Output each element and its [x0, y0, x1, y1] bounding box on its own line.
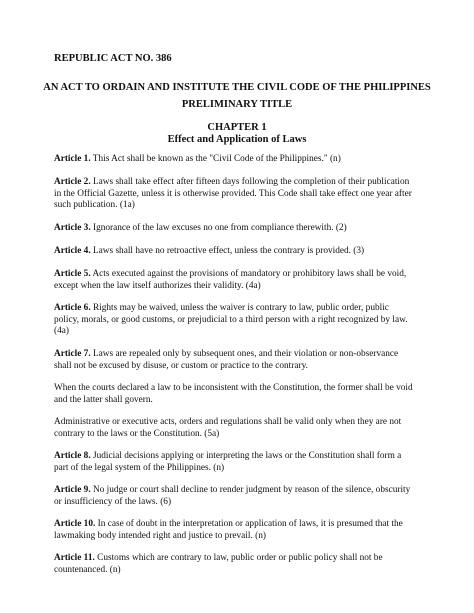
article-5: [54, 269, 426, 292]
article-text: Ignorance of the law excuses no one from compliance therewith. (2): [90, 223, 347, 233]
article-line: [54, 485, 426, 497]
article-label: Article 7.: [54, 349, 91, 359]
chapter-heading: CHAPTER 1: [207, 122, 267, 133]
article-4: [54, 246, 426, 258]
article-text: This Act shall be known as the "Civil Code of the Philippines." (n): [90, 154, 341, 164]
article-text: such publication. (1a): [54, 200, 135, 211]
act-title: AN ACT TO ORDAIN AND INSTITUTE THE CIVIL CODE OF THE PHILIPPINES: [43, 82, 431, 93]
article-line: [54, 246, 426, 258]
article-10: [54, 519, 426, 542]
article-2: [54, 177, 426, 212]
article-line: [54, 223, 426, 235]
article-label: Article 5.: [54, 269, 91, 279]
preliminary-title: PRELIMINARY TITLE: [181, 99, 293, 110]
article-text: Laws shall take effect after fifteen days following the completion of their publication: [90, 177, 410, 187]
article-line: [54, 154, 426, 166]
article-line: [54, 177, 426, 189]
article-9: [54, 485, 426, 508]
article-label: Article 2.: [54, 177, 91, 187]
article-text: in the Official Gazette, unless it is otherwise provided. This Code shall take effect one year after: [54, 188, 412, 199]
article-7-paragraph-2: [54, 383, 426, 406]
article-text: Acts executed against the provisions of mandatory or prohibitory laws shall be void,: [90, 269, 407, 279]
article-text: shall not be excused by disuse, or custom or practice to the contrary.: [54, 360, 308, 371]
article-text: policy, morals, or good customs, or prejudicial to a third person with a right recognized by law.: [54, 314, 408, 325]
article-text: Rights may be waived, unless the waiver is contrary to law, public order, public: [90, 303, 389, 313]
article-text: No judge or court shall decline to render judgment by reason of the silence, obscurity: [90, 485, 411, 495]
article-label: Article 1.: [54, 154, 91, 164]
article-line: [54, 349, 426, 361]
article-7: [54, 349, 426, 372]
article-7-paragraph-3: [54, 417, 426, 440]
article-text: Laws shall have no retroactive effect, unless the contrary is provided. (3): [90, 246, 365, 256]
article-line: [54, 451, 426, 463]
article-text: Judicial decisions applying or interpreting the laws or the Constitution shall form a: [90, 451, 402, 461]
article-text: part of the legal system of the Philippines. (n): [54, 462, 225, 473]
article-text: In case of doubt in the interpretation or application of laws, it is presumed that the: [95, 519, 403, 529]
article-text: (4a): [54, 326, 69, 337]
article-text: Laws are repealed only by subsequent ones, and their violation or non-observance: [90, 349, 399, 359]
article-8: [54, 451, 426, 474]
article-label: Article 3.: [54, 223, 91, 233]
chapter-subtitle: Effect and Application of Laws: [167, 134, 307, 145]
article-text: and the latter shall govern.: [54, 394, 153, 405]
article-line: [54, 519, 426, 531]
article-1: [54, 154, 426, 166]
article-11: [54, 553, 426, 576]
article-text: When the courts declared a law to be inconsistent with the Constitution, the former shall be void: [54, 383, 413, 393]
article-text: contrary to the laws or the Constitution. (5a): [54, 428, 220, 439]
article-label: Article 10.: [54, 519, 96, 529]
article-text: countenanced. (n): [54, 564, 121, 575]
article-line: [54, 303, 426, 315]
article-label: Article 6.: [54, 303, 91, 313]
article-label: Article 8.: [54, 451, 91, 461]
article-text: or insufficiency of the laws. (6): [54, 496, 172, 507]
article-text: except when the law itself authorizes their validity. (4a): [54, 280, 261, 291]
article-text: Administrative or executive acts, orders and regulations shall be valid only when they are not: [54, 417, 402, 427]
article-line: [54, 553, 426, 565]
article-text: lawmaking body intended right and justice to prevail. (n): [54, 530, 266, 541]
article-label: Article 4.: [54, 246, 91, 256]
article-label: Article 11.: [54, 553, 95, 563]
article-label: Article 9.: [54, 485, 91, 495]
article-6: [54, 303, 426, 338]
article-line: [54, 269, 426, 281]
article-text: Customs which are contrary to law, public order or public policy shall not be: [94, 553, 383, 563]
act-number: REPUBLIC ACT NO. 386: [54, 53, 172, 64]
article-3: [54, 223, 426, 235]
